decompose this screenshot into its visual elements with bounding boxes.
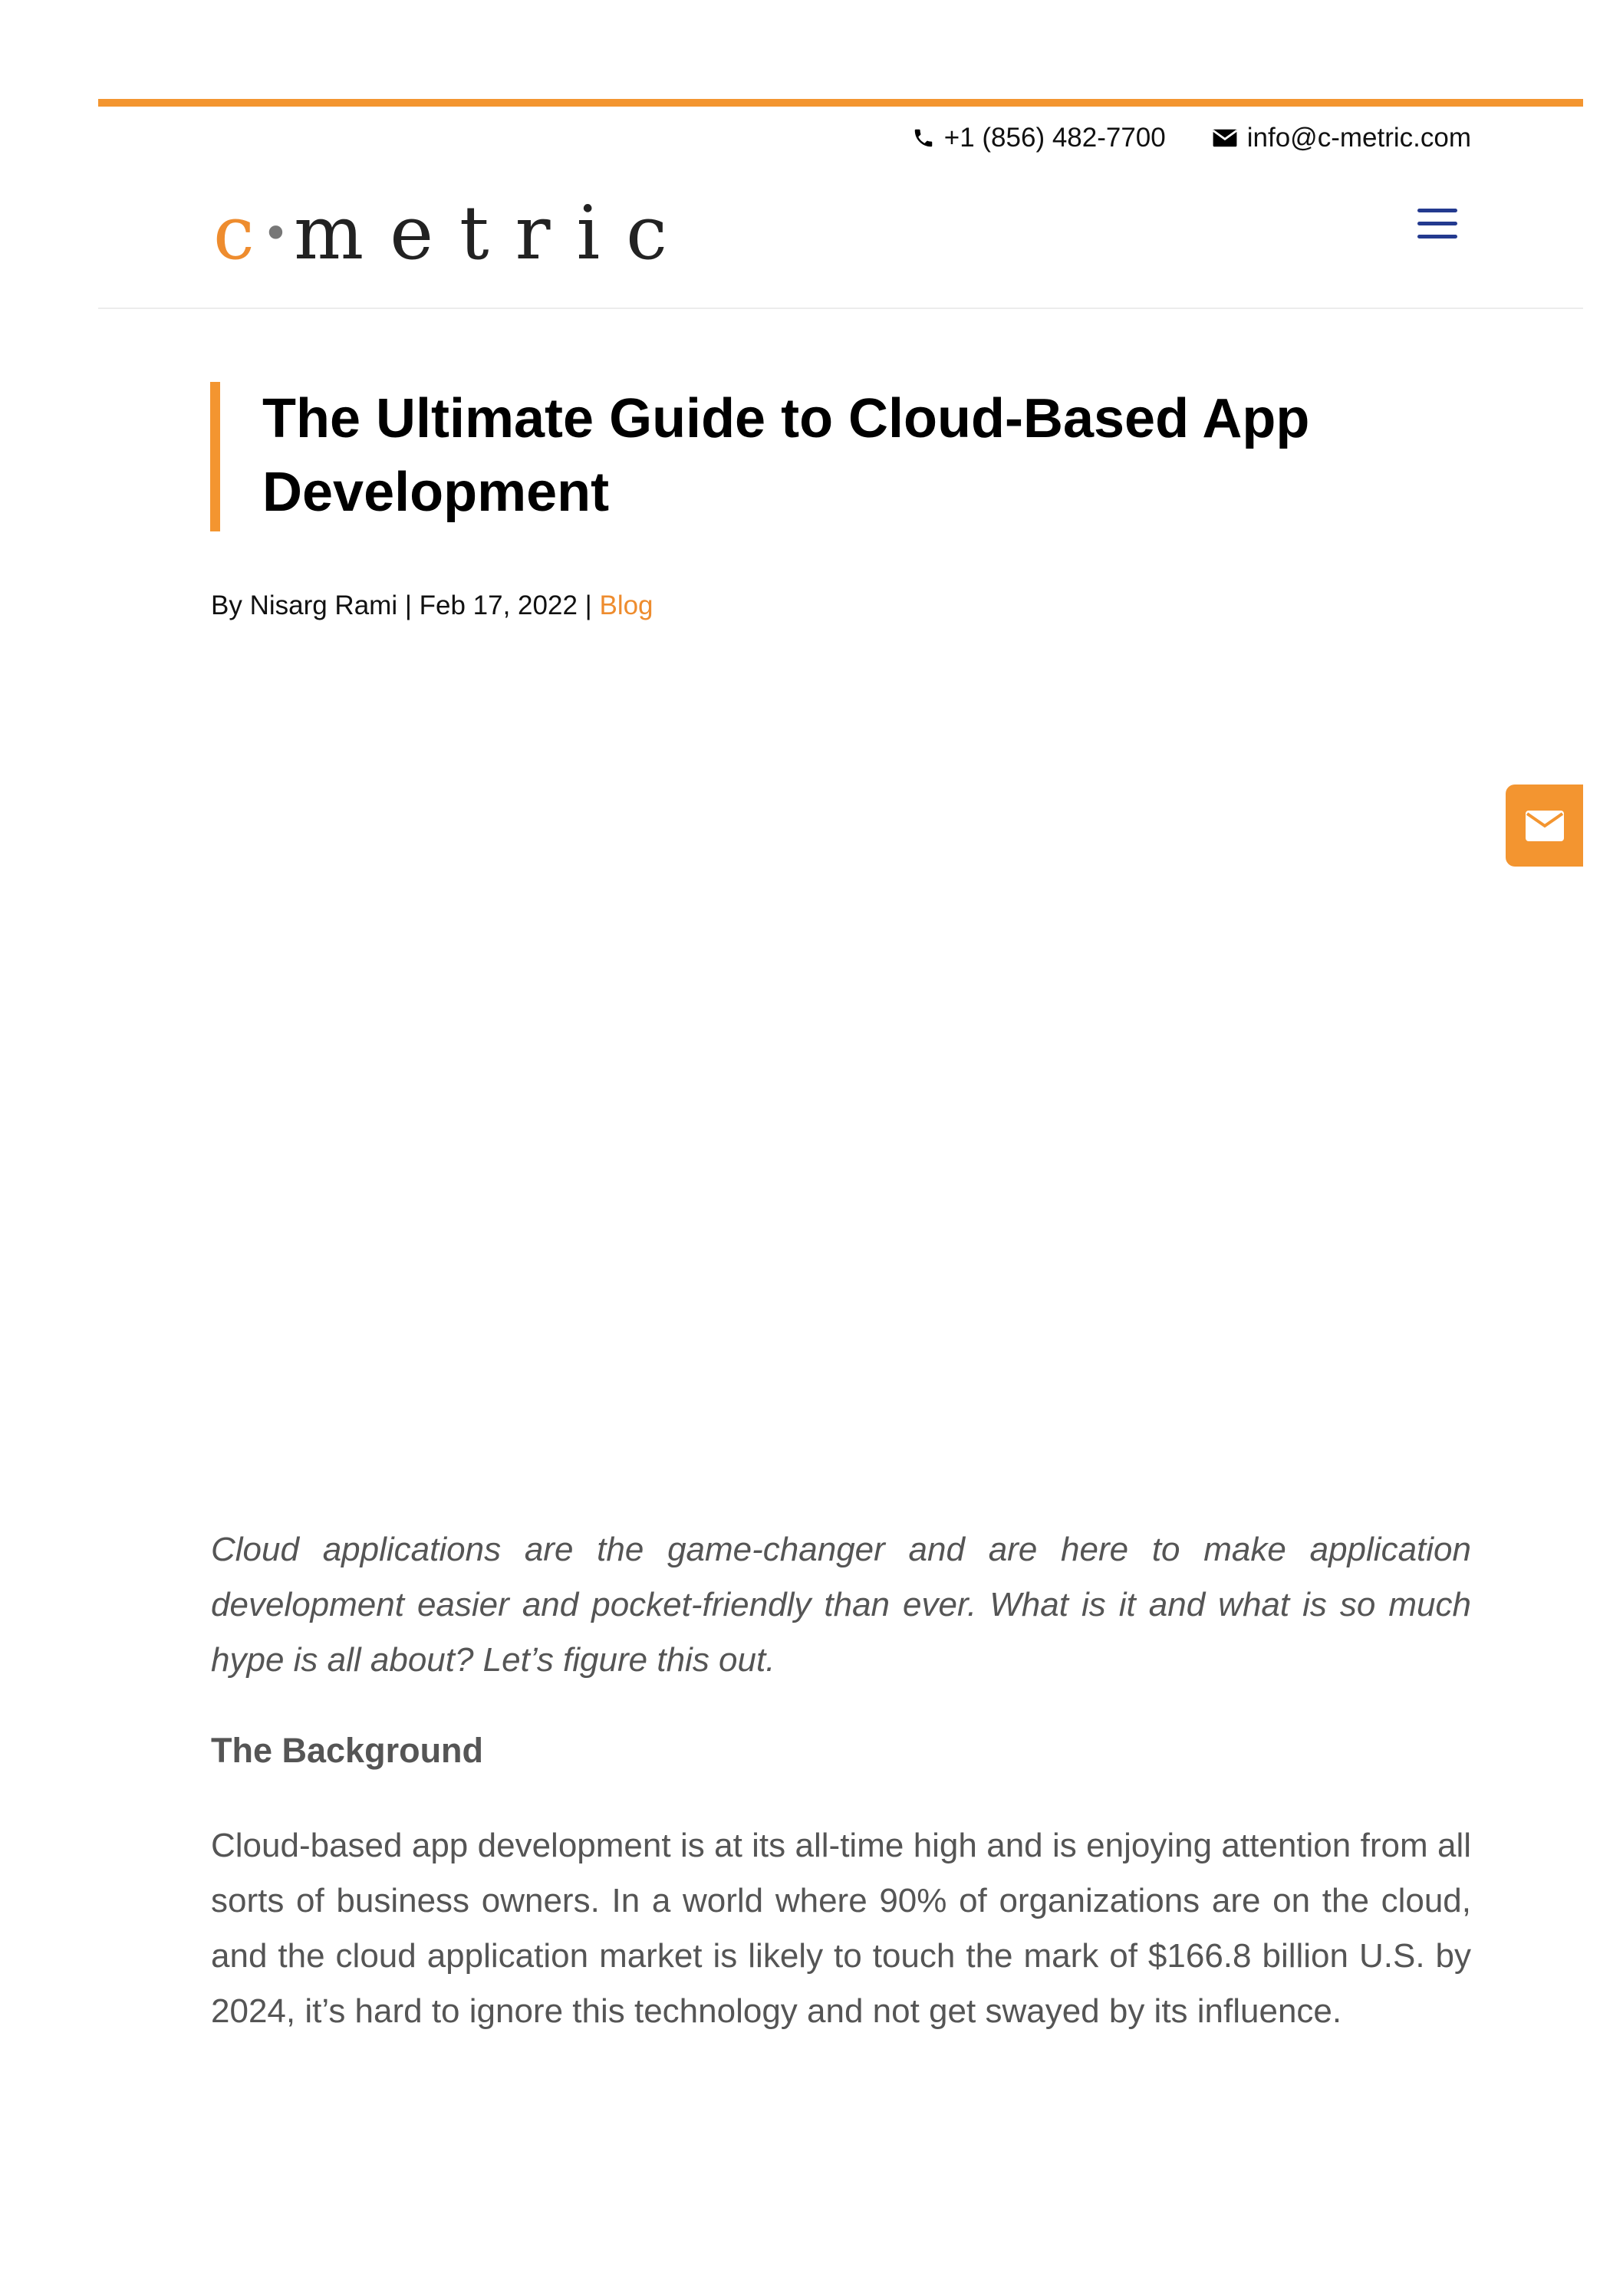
category-link[interactable]: Blog — [599, 590, 653, 620]
phone-icon — [912, 125, 935, 151]
header-divider — [98, 308, 1583, 309]
top-accent-bar — [98, 99, 1583, 107]
menu-hamburger-icon[interactable] — [1417, 209, 1457, 239]
section-heading: The Background — [211, 1731, 484, 1770]
email-address: info@c-metric.com — [1246, 123, 1471, 153]
author-date: By Nisarg Rami | Feb 17, 2022 | — [211, 590, 600, 620]
intro-paragraph: Cloud applications are the game-changer and are here to make application development easier and pocket-friendly than ever. What is it and what is so much hype is all about? Let’s figure this out. — [211, 1531, 1471, 1679]
envelope-icon — [1526, 811, 1564, 841]
envelope-icon — [1212, 127, 1238, 149]
article-meta — [211, 590, 653, 621]
article-title: The Ultimate Guide to Cloud-Based App Development — [262, 388, 1310, 523]
article-body — [211, 1522, 1471, 2039]
c-metric-logo[interactable]: c • metric — [213, 190, 693, 276]
email-link[interactable] — [1212, 123, 1471, 153]
phone-link[interactable] — [912, 123, 1166, 153]
contact-email-button[interactable] — [1506, 785, 1583, 867]
title-accent-bar — [210, 382, 220, 531]
body-paragraph: Cloud-based app development is at its all-time high and is enjoying attention from all sorts of business owners. In a world where 90% of organizations are on the cloud, and the cloud application market is likely to touch the mark of $166.8 billion U.S. by 2024, it’s hard to ignore this technology and not get swayed by its influence. — [211, 1827, 1471, 2030]
contact-bar — [912, 123, 1471, 153]
phone-number: +1 (856) 482-7700 — [943, 123, 1166, 153]
